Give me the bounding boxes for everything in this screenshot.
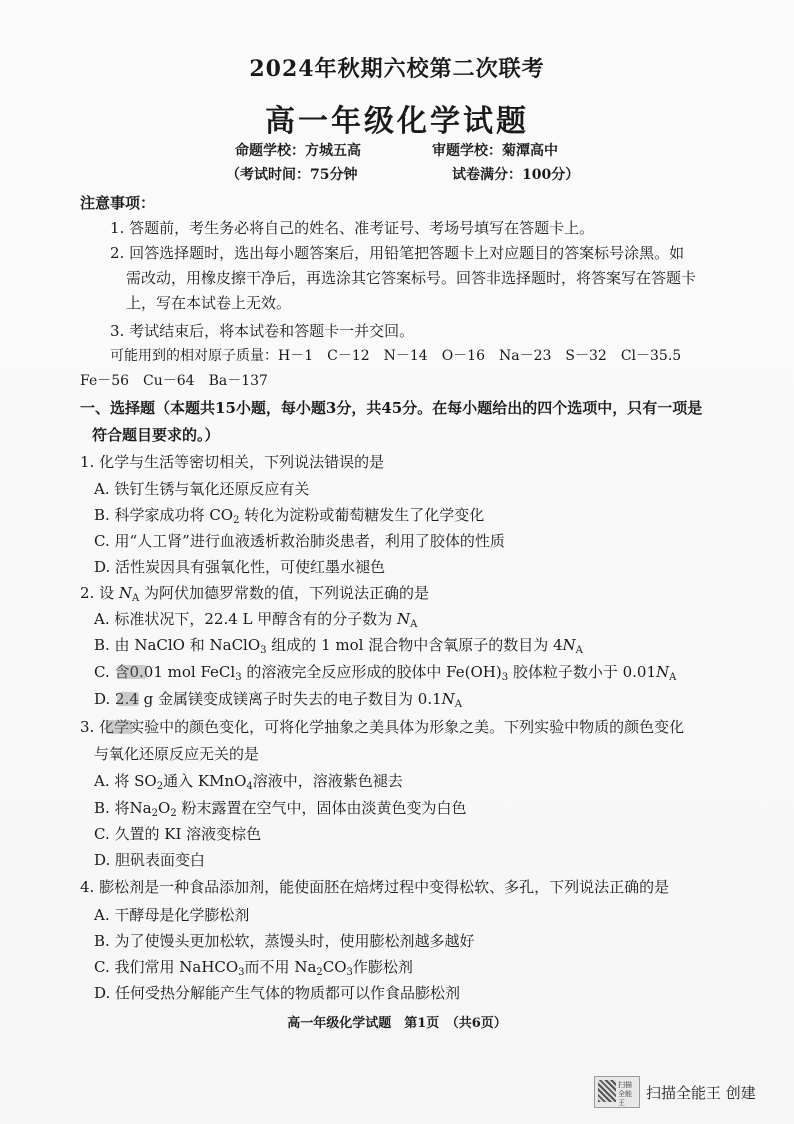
- question-4-option-b: B. 为了使馒头更加松软，蒸馒头时，使用膨松剂越多越好: [94, 932, 475, 950]
- question-3-option-c: C. 久置的 KI 溶液变棕色: [94, 825, 262, 843]
- atomic-mass-line-1: 可能用到的相对原子质量：H－1 C－12 N－14 O－16 Na－23 S－32 Cl－35.5: [110, 348, 682, 364]
- question-2-stem: 2. 设 $N_A$ 为阿伏加德罗常数的值，下列说法正确的是: [80, 584, 429, 604]
- question-4-option-d: D. 任何受热分解能产生气体的物质都可以作食品膨松剂: [94, 984, 461, 1002]
- notice-item-2-cont2: 上，写在本试卷上无效。: [126, 294, 292, 312]
- notice-item-3: 3. 考试结束后，将本试卷和答题卡一并交回。: [110, 322, 415, 340]
- notice-item-2: 2. 回答选择题时，选出每小题答案后，用铅笔把答题卡上对应题目的答案标号涂黑。如: [110, 244, 685, 262]
- qr-code-icon: [594, 1076, 640, 1108]
- question-1-option-b: B. 科学家成功将 $CO_2$ 转化为淀粉或葡萄糖发生了化学变化: [94, 506, 485, 526]
- notice-item-1: 1. 答题前，考生务必将自己的姓名、准考证号、考场号填写在答题卡上。: [110, 219, 595, 237]
- question-1-stem: 1. 化学与生活等密切相关，下列说法错误的是: [80, 453, 385, 471]
- question-4-option-c: C. 我们常用 NaHCO$_3$而不用 $Na_2CO_3$作膨松剂: [94, 958, 413, 978]
- page-footer: 高一年级化学试题 第1页 （共6页）: [287, 1016, 507, 1031]
- setter-label: 命题学校：: [235, 143, 305, 159]
- question-1-option-d: D. 活性炭因具有强氧化性，可使红墨水褪色: [94, 558, 386, 576]
- section-heading: 一、选择题（本题共15小题，每小题3分，共45分。在每小题给出的四个选项中，只有一项是: [80, 399, 703, 417]
- exam-title: 2024年秋期六校第二次联考: [249, 56, 545, 82]
- scanner-watermark: [594, 1076, 784, 1108]
- question-3-option-b: B. 将$Na_2O_2$ 粉末露置在空气中，固体由淡黄色变为白色: [94, 799, 467, 819]
- question-1-option-a: A. 铁钉生锈与氧化还原反应有关: [94, 480, 310, 498]
- reviewer-school: 菊潭高中: [502, 143, 558, 159]
- smudge-mark: [117, 692, 139, 706]
- notice-item-2-cont: 需改动，用橡皮擦干净后，再选涂其它答案标号。回答非选择题时，将答案写在答题卡: [126, 269, 697, 287]
- question-2-option-b: B. 由 NaClO 和 NaClO$_3$ 组成的 1 mol 混合物中含氧原子的数目为 $4N_A$: [94, 636, 583, 656]
- scanner-label: 扫描全能王 创建: [646, 1084, 756, 1102]
- section-heading-cont: 符合题目要求的。）: [92, 426, 220, 444]
- reviewer-info: [432, 140, 558, 160]
- setter-school: 方城五高: [305, 143, 361, 159]
- reviewer-label: 审题学校：: [432, 143, 502, 159]
- question-3-option-d: D. 胆矾表面变白: [94, 851, 206, 869]
- question-2-option-c: C. 含0.01 mol FeCl$_3$ 的溶液完全反应形成的胶体中 $Fe(OH)_3$ 胶体粒子数小于 $0.01N_A$: [94, 663, 677, 683]
- exam-score: 试卷满分：100分）: [452, 167, 580, 183]
- atomic-mass-line-2: Fe－56 Cu－64 Ba－137: [80, 373, 268, 389]
- setter-info: [235, 140, 361, 160]
- question-3-stem: 3. 化学实验中的颜色变化，可将化学抽象之美具体为形象之美。下列实验中物质的颜色变化: [80, 718, 685, 736]
- notice-heading: 注意事项：: [80, 194, 156, 212]
- exam-time: （考试时间：75分钟: [226, 167, 358, 183]
- question-4-stem: 4. 膨松剂是一种食品添加剂，能使面胚在焙烤过程中变得松软、多孔，下列说法正确的是: [80, 878, 670, 896]
- question-2-option-d: D. 2.4 g 金属镁变成镁离子时失去的电子数目为 $0.1N_A$: [94, 690, 463, 710]
- smudge-mark: [117, 665, 147, 679]
- question-2-option-a: A. 标准状况下，22.4 L 甲醇含有的分子数为 $N_A$: [94, 610, 418, 630]
- main-title: 高一年级化学试题: [265, 104, 529, 139]
- question-3-stem-cont: 与氧化还原反应无关的是: [94, 745, 260, 763]
- smudge-mark: [106, 720, 132, 734]
- question-1-option-c: C. 用“人工肾”进行血液透析救治肺炎患者，利用了胶体的性质: [94, 532, 505, 550]
- question-4-option-a: A. 干酵母是化学膨松剂: [94, 906, 250, 924]
- scanner-logo-text: 扫描全能王: [618, 1081, 632, 1107]
- question-3-option-a: A. 将 $SO_2$通入 KMnO$_4$溶液中，溶液紫色褪去: [94, 772, 403, 792]
